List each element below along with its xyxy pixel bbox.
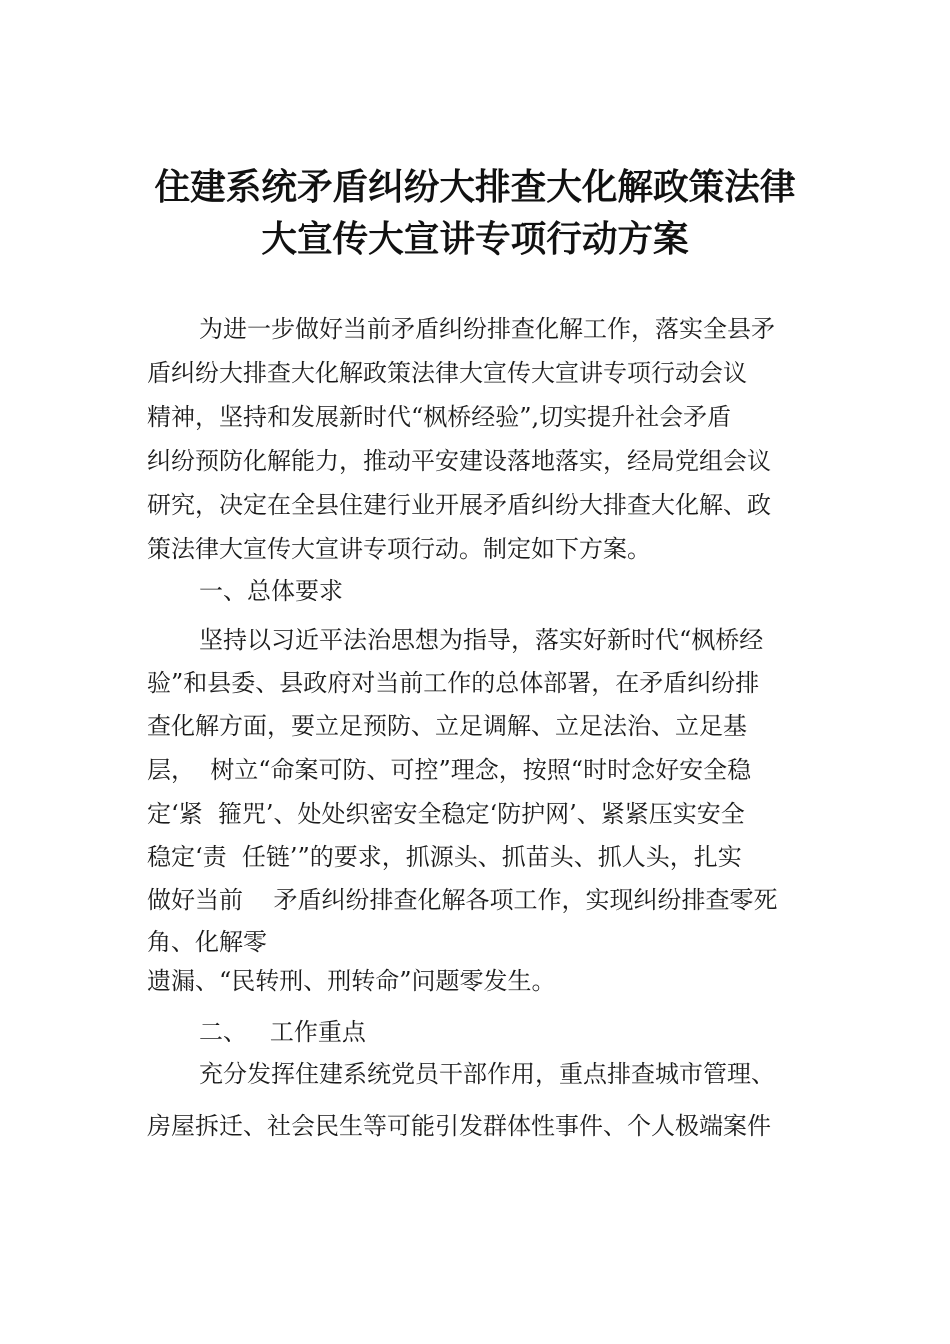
paragraph-line: 稳定‘责 任链’”的要求，抓源头、抓苗头、抓人头，扎实: [147, 843, 742, 871]
document-title-line-2: 大宣传大宣讲专项行动方案: [261, 219, 689, 260]
paragraph-line: 遗漏、“民转刑、刑转命”问题零发生。: [147, 967, 556, 995]
paragraph-line: 查化解方面，要立足预防、立足调解、立足法治、立足基: [147, 712, 747, 740]
document-title-line-1: 住建系统矛盾纠纷大排查大化解政策法律: [154, 167, 796, 208]
paragraph-line: 做好当前 矛盾纠纷排查化解各项工作，实现纠纷排查零死: [147, 886, 778, 914]
paragraph-line: 层， 树立“命案可防、可控”理念，按照“时时念好安全稳: [147, 756, 752, 784]
paragraph-line: 精神，坚持和发展新时代“枫桥经验”,切实提升社会矛盾: [147, 403, 732, 431]
paragraph-line: 策法律大宣传大宣讲专项行动。制定如下方案。: [147, 535, 651, 563]
paragraph-line: 充分发挥住建系统党员干部作用，重点排查城市管理、: [199, 1060, 775, 1088]
paragraph-line: 定‘紧 箍咒’、处处织密安全稳定‘防护网’、紧紧压实安全: [147, 800, 745, 828]
paragraph-line: 为进一步做好当前矛盾纠纷排查化解工作，落实全县矛: [199, 315, 775, 343]
paragraph-line: 角、化解零: [147, 928, 267, 956]
paragraph-line: 纠纷预防化解能力，推动平安建设落地落实，经局党组会议: [147, 447, 771, 475]
section-heading: 一、总体要求: [199, 577, 343, 605]
paragraph-line: 验”和县委、县政府对当前工作的总体部署，在矛盾纠纷排: [147, 669, 760, 697]
section-heading: 二、 工作重点: [199, 1018, 366, 1046]
paragraph-line: 房屋拆迁、社会民生等可能引发群体性事件、个人极端案件: [147, 1112, 771, 1140]
paragraph-line: 盾纠纷大排查大化解政策法律大宣传大宣讲专项行动会议: [147, 359, 747, 387]
paragraph-line: 坚持以习近平法治思想为指导，落实好新时代“枫桥经: [199, 626, 764, 654]
paragraph-line: 研究，决定在全县住建行业开展矛盾纠纷大排查大化解、政: [147, 491, 771, 519]
